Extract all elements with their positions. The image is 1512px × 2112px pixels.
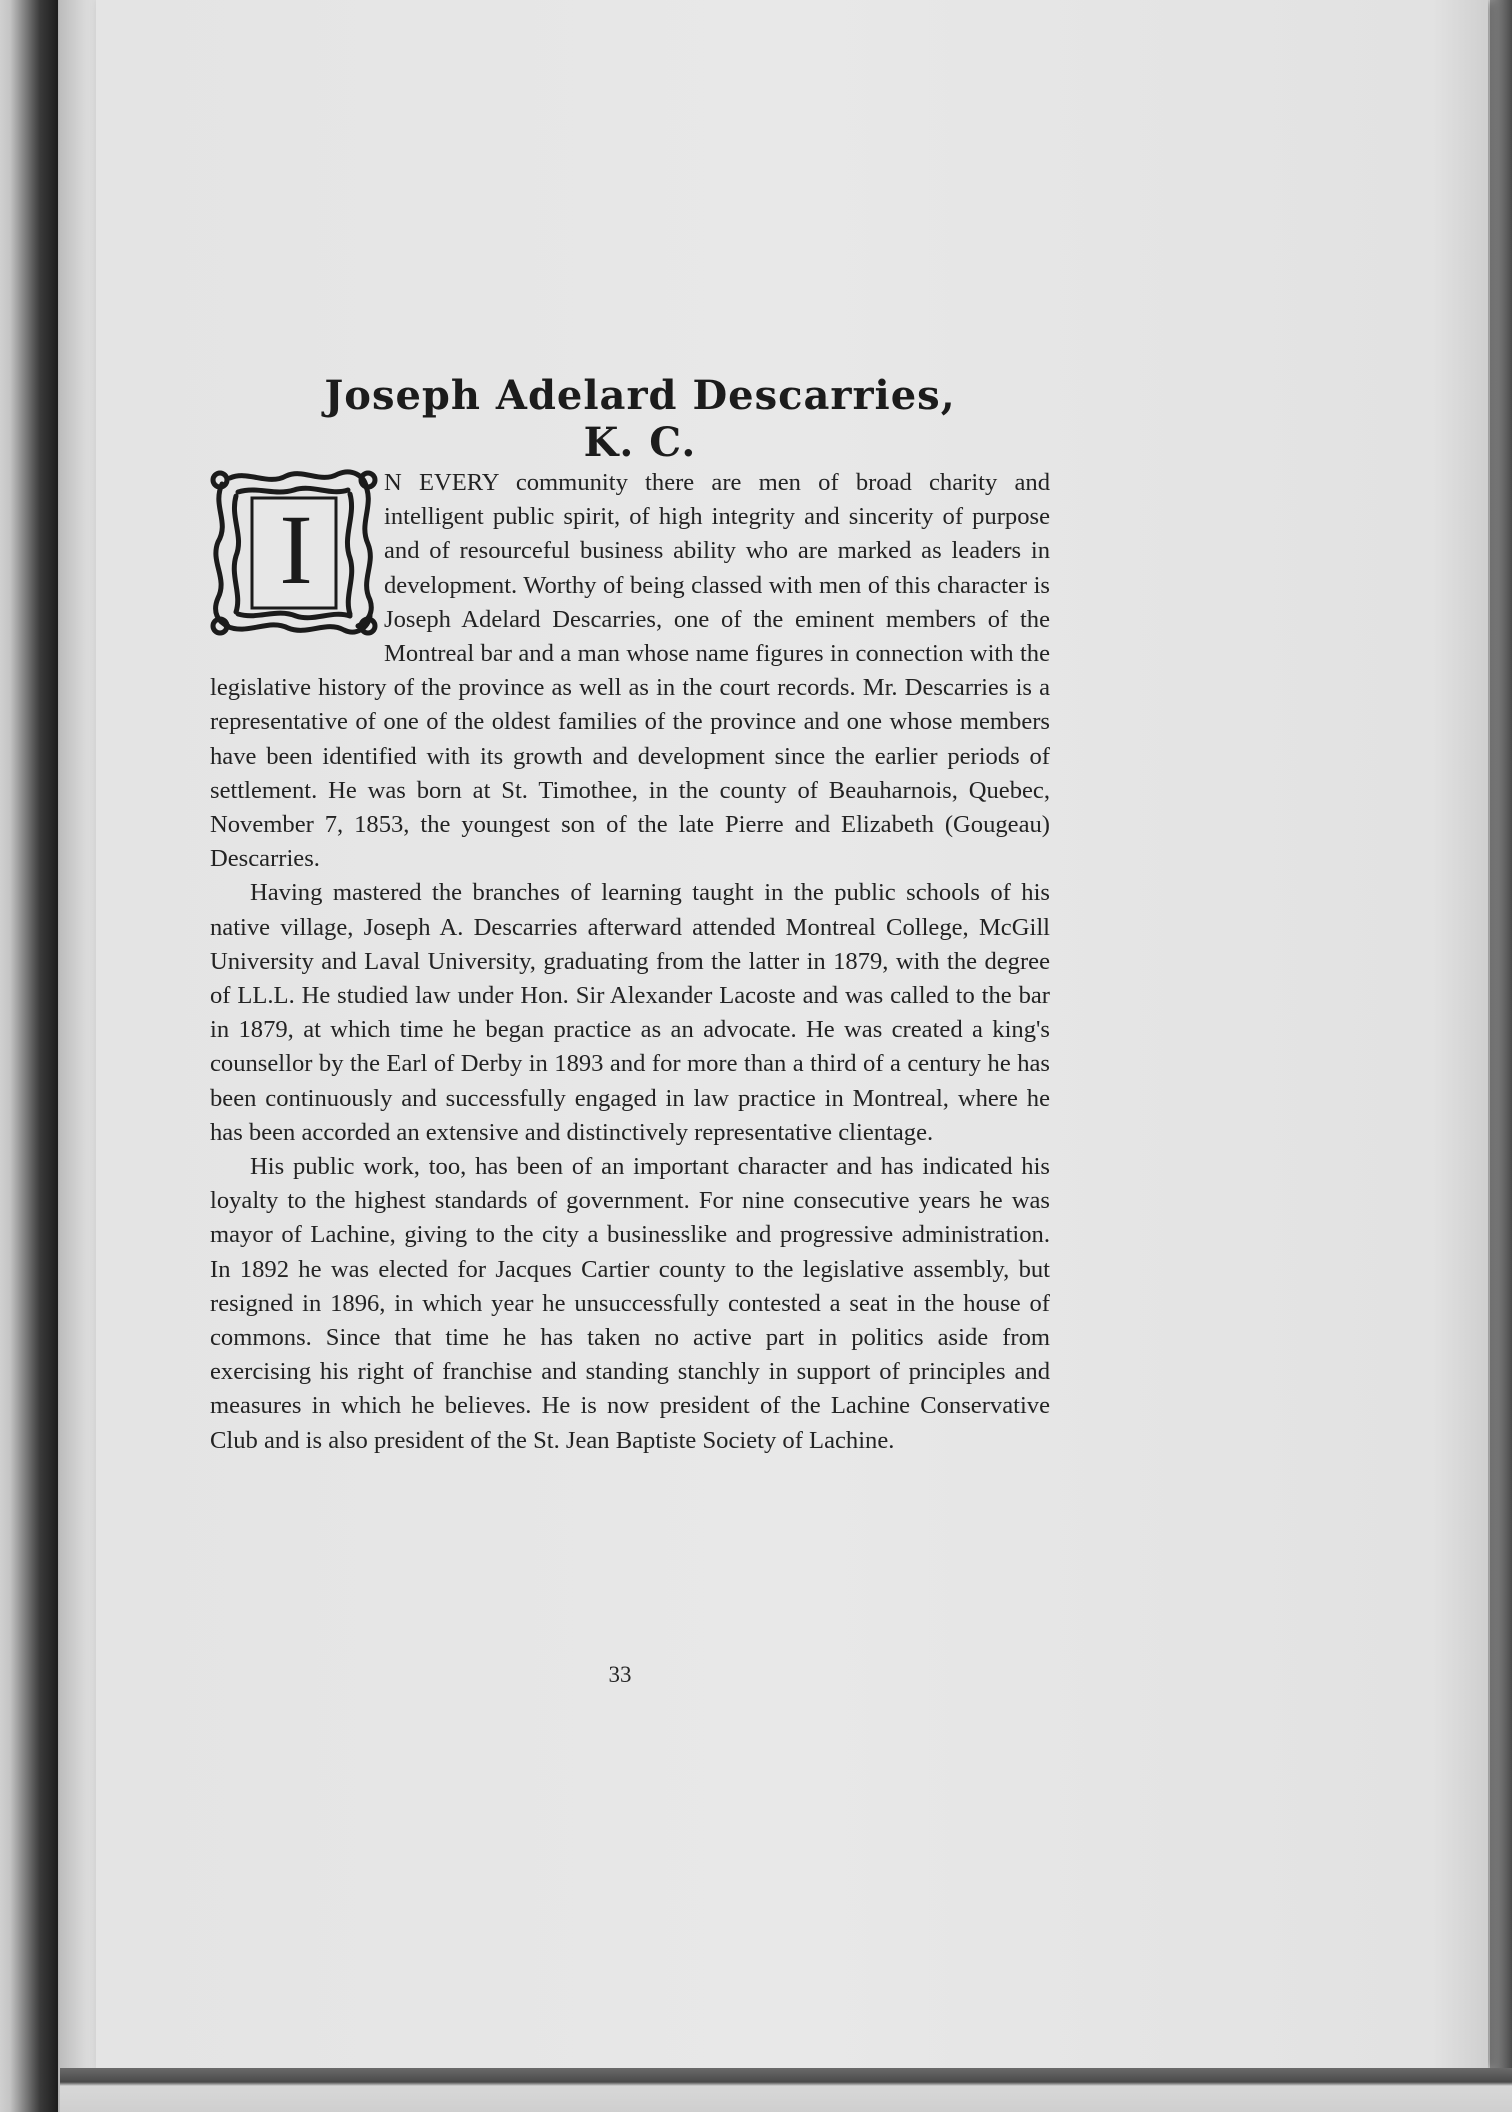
page-number: 33 (608, 1662, 632, 1687)
paragraph-2: Having mastered the branches of learning taught in the public schools of his native village, Joseph A. Descarries afterward attended Montreal College, McGill University and Laval University, graduating from the latter in 1879, with the degree of LL.L. He studied law under Hon. Sir Alexander Lacoste and was called to the bar in 1879, at which time he began practice as an advocate. He was created a king's counsellor by the Earl of Derby in 1893 and for more than a third of a century he has been continuously and successfully engaged in law practice in Montreal, where he has been accorded an extensive and distinctively representative clientage. (210, 879, 1050, 1146)
ornamental-drop-cap (208, 466, 378, 638)
bottom-cover-edge (60, 2068, 1512, 2112)
page-title: Joseph Adelard Descarries, K. C. (324, 372, 956, 466)
drop-cap-letter: I (279, 494, 313, 605)
paragraph-3: His public work, too, has been of an important character and has indicated his loyalty to the highest standards of government. For nine consecutive years he was mayor of Lachine, giving to the city a businesslike and progressive administration. In 1892 he was elected for Jacques Cartier county to the legislative assembly, but resigned in 1896, in which year he unsuccessfully contested a seat in the house of commons. Since that time he has taken no active part in politics aside from exercising his right of franchise and standing stanchly in support of principles and measures in which he believes. He is now president of the Lachine Conservative Club and is also president of the St. Jean Baptiste Society of Lachine. (210, 1153, 1050, 1454)
paragraph-1: N EVERY community there are men of broad charity and intelligent public spirit, of high integrity and sincerity of purpose and of resourceful business ability who are marked as leaders in development. Worthy of being classed with men of this character is Joseph Adelard Descarries, one of the eminent members of the Montreal bar and a man whose name figures in connection with the legislative history of the province as well as in the court records. Mr. Descarries is a representative of one of the oldest families of the province and one whose members have been identified with its growth and development since the earlier periods of settlement. He was born at St. Timothee, in the county of Beauharnois, Quebec, November 7, 1853, the youngest son of the late Pierre and Elizabeth (Gougeau) Descarries. (210, 469, 1050, 873)
left-page-edge (0, 0, 58, 2112)
article-body (210, 466, 1050, 1458)
right-cover-edge (1490, 0, 1512, 2112)
